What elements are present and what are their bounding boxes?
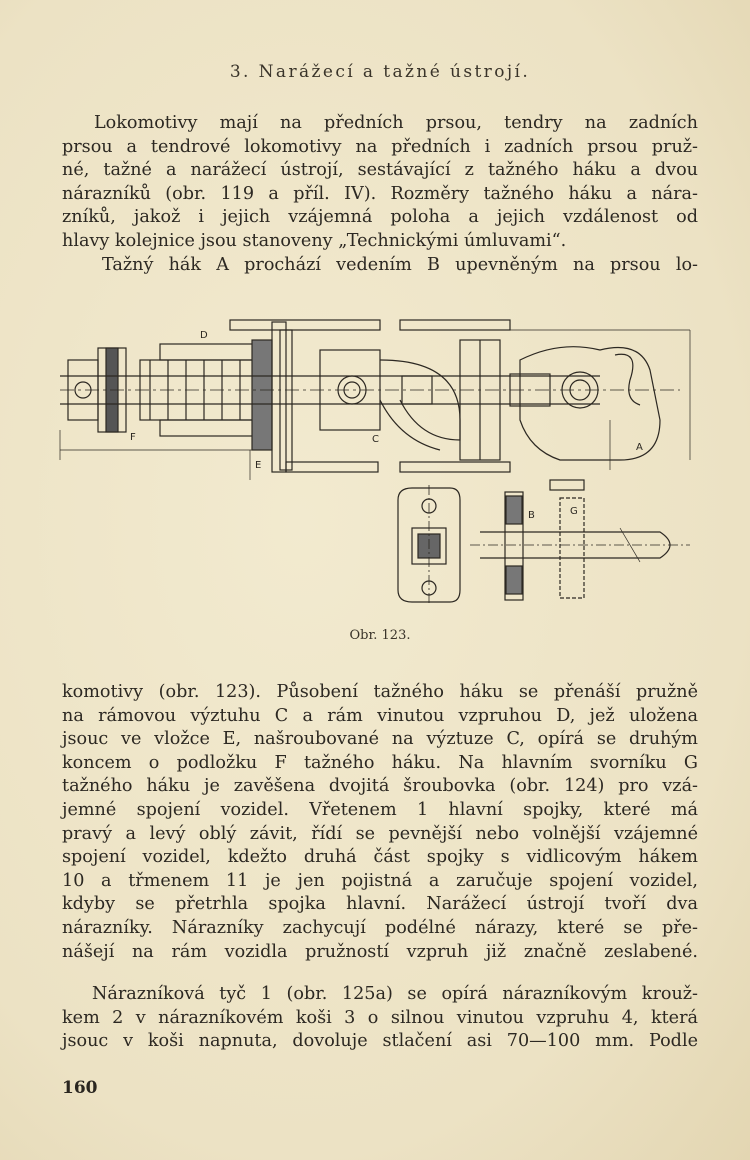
text-line: nárazníků (obr. 119 a příl. IV). Rozměry tažného háku a nára-	[62, 183, 698, 204]
text-line: kem 2 v nárazníkovém koši 3 o silnou vinutou vzpruhu 4, která	[62, 1007, 698, 1028]
text-line: 10 a třmenem 11 je jen pojistná a zaručuje spojení vozidel,	[62, 870, 698, 891]
label-g: G	[570, 506, 578, 517]
text-line: pravý a levý oblý závit, řídí se pevnější nebo volnější vzájemné	[62, 823, 698, 844]
text-line: jsouc v koši napnuta, dovoluje stlačení asi 70—100 mm. Podle	[62, 1031, 698, 1052]
frame-stiffener-c	[252, 340, 272, 450]
label-a: A	[636, 442, 643, 453]
text-line: né, tažné a narážecí ústrojí, sestávající z tažného háku a dvou	[62, 160, 698, 181]
label-d: D	[200, 330, 208, 341]
text-line: nášejí na rám vozidla pružností vzpruh již značně zeslabené.	[62, 941, 698, 962]
label-e: E	[255, 460, 262, 471]
paragraph-intro	[62, 112, 698, 277]
label-f: F	[130, 432, 136, 443]
text-line: prsou a tendrové lokomotivy na předních i zadních prsou pruž-	[62, 136, 698, 157]
text-line: Tažný hák A prochází vedením B upevněným na prsou lo-	[102, 254, 698, 275]
text-line: nárazníky. Nárazníky zachycují podélné nárazy, které se pře-	[62, 917, 698, 938]
paragraph-buffers	[62, 983, 698, 1054]
section-heading: 3. Narážecí a tažné ústrojí.	[229, 62, 531, 82]
insert-e	[380, 360, 460, 440]
text-line: spojení vozidel, kdežto druhá část spojky s vidlicovým hákem	[62, 847, 698, 868]
text-line: Nárazníková tyč 1 (obr. 125a) se opírá nárazníkovým krouž-	[92, 984, 698, 1004]
text-line: kdyby se přetrhla spojka hlavní. Narážecí ústrojí tvoří dva	[62, 894, 698, 915]
text-line: zníků, jakož i jejich vzájemná poloha a jejich vzdálenost od	[62, 207, 698, 228]
text-line: tažného háku je zavěšena dvojitá šroubovka (obr. 124) pro vzá-	[62, 776, 698, 797]
coupling-hook-drawing	[40, 300, 710, 630]
paragraph-coupling	[62, 681, 698, 964]
text-line: jsouc ve vložce E, našroubované na výztuze C, opírá se druhým	[62, 729, 698, 750]
text-line: Lokomotivy mají na předních prsou, tendry na zadních	[94, 113, 698, 133]
label-c: C	[372, 434, 379, 445]
text-line: komotivy (obr. 123). Působení tažného háku se přenáší pružně	[62, 682, 698, 702]
label-b: B	[528, 510, 535, 521]
text-line: hlavy kolejnice jsou stanoveny „Technickými úmluvami“.	[62, 230, 567, 251]
text-line: jemné spojení vozidel. Vřetenem 1 hlavní spojky, které má	[62, 799, 698, 820]
page-number: 160	[62, 1078, 98, 1098]
text-line: koncem o podložku F tažného háku. Na hlavním svorníku G	[62, 752, 698, 773]
text-line: na rámovou výztuhu C a rám vinutou vzpruhou D, jež uložena	[62, 705, 698, 726]
figure-caption: Obr. 123.	[349, 628, 411, 643]
